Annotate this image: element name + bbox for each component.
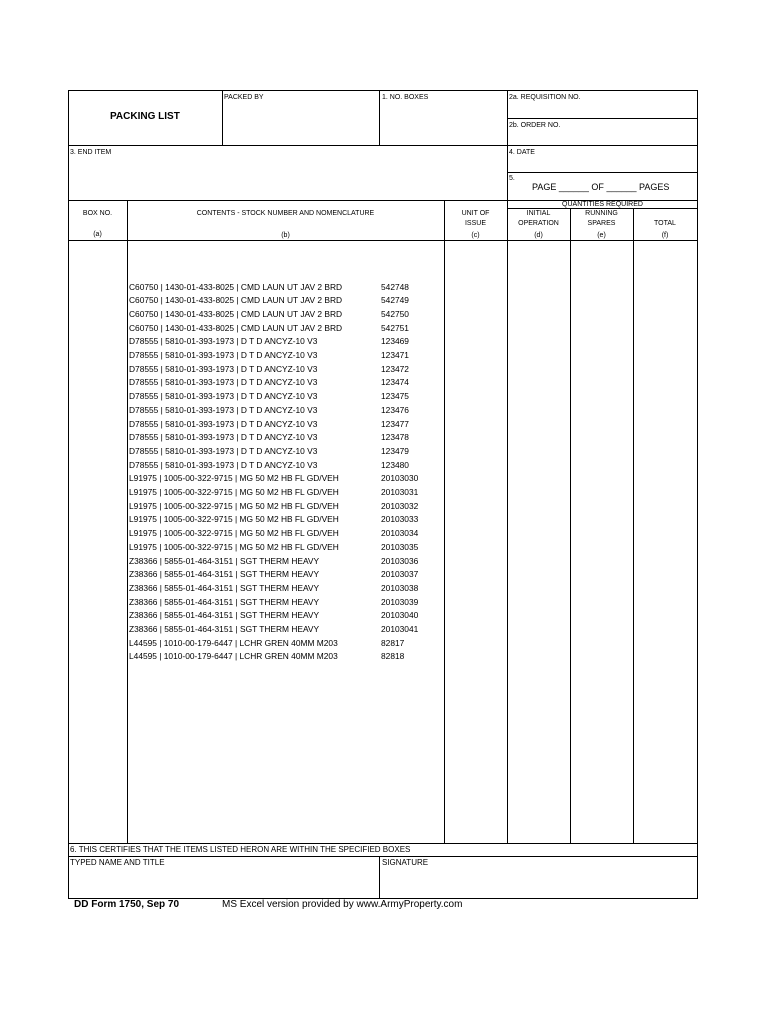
- table-bottom-border: [68, 843, 698, 844]
- typed-name-label: TYPED NAME AND TITLE: [70, 858, 165, 867]
- list-item: [129, 486, 439, 500]
- packed-by-divider: [379, 90, 380, 145]
- item-serial: 123469: [381, 336, 409, 347]
- no-boxes-label: 1. NO. BOXES: [382, 94, 429, 101]
- list-item: [129, 376, 439, 390]
- item-serial: 123471: [381, 350, 409, 360]
- contents-column-divider: [444, 200, 445, 843]
- page-field-label: 5.: [509, 175, 515, 182]
- date-label: 4. DATE: [509, 149, 535, 156]
- item-serial: 123475: [381, 391, 409, 402]
- end-item-label: 3. END ITEM: [70, 149, 112, 156]
- list-item: [129, 609, 439, 623]
- list-item: [129, 322, 439, 336]
- certification-statement: 6. THIS CERTIFIES THAT THE ITEMS LISTED HERON ARE WITHIN THE SPECIFIED BOXES: [70, 845, 411, 854]
- item-serial: 123479: [381, 445, 409, 456]
- item-contents: D78555 | 5810-01-393-1973 | D T D ANCYZ-10 V3: [129, 363, 318, 374]
- item-contents: L91975 | 1005-00-322-9715 | MG 50 M2 HB FL GD/VEH: [129, 500, 339, 511]
- item-serial: 542748: [381, 281, 409, 292]
- list-item: [129, 418, 439, 432]
- item-contents: D78555 | 5810-01-393-1973 | D T D ANCYZ-10 V3: [129, 377, 318, 388]
- list-item: [129, 294, 439, 308]
- of-word: OF: [591, 182, 604, 192]
- item-contents: Z38366 | 5855-01-464-3151 | SGT THERM HEAVY: [129, 596, 320, 607]
- header-bottom-border: [68, 145, 698, 146]
- item-serial: 20103030: [381, 473, 419, 484]
- list-item: [129, 404, 439, 418]
- total-header: TOTAL: [654, 220, 676, 227]
- list-item: [129, 363, 439, 377]
- item-serial: 20103038: [381, 582, 419, 593]
- initial-header: INITIAL: [526, 210, 551, 217]
- list-item: [129, 445, 439, 459]
- item-serial: 542751: [381, 322, 409, 333]
- list-item: [129, 349, 439, 363]
- item-contents: D78555 | 5810-01-393-1973 | D T D ANCYZ-10 V3: [129, 404, 318, 415]
- item-contents: L91975 | 1005-00-322-9715 | MG 50 M2 HB FL GD/VEH: [129, 528, 339, 539]
- item-contents: Z38366 | 5855-01-464-3151 | SGT THERM HEAVY: [129, 624, 320, 634]
- list-item: [129, 335, 439, 349]
- packed-by-label: PACKED BY: [224, 94, 264, 101]
- list-item: [129, 390, 439, 404]
- item-contents: L44595 | 1010-00-179-6447 | LCHR GREN 40MM M203: [129, 637, 338, 648]
- item-serial: 20103036: [381, 555, 419, 566]
- list-item: [129, 472, 439, 486]
- item-serial: 123472: [381, 363, 409, 374]
- item-serial: 20103033: [381, 514, 419, 525]
- operation-header: OPERATION: [518, 220, 559, 227]
- issue-header: ISSUE: [464, 220, 486, 227]
- signature-divider: [379, 856, 380, 898]
- item-serial: 542750: [381, 308, 409, 319]
- page-of-pages: [532, 182, 669, 192]
- initial-column-divider: [570, 208, 571, 843]
- item-contents: C60750 | 1430-01-433-8025 | CMD LAUN UT JAV 2 BRD: [129, 295, 343, 306]
- signature-label: SIGNATURE: [382, 858, 429, 867]
- contents-header: CONTENTS - STOCK NUMBER AND NOMENCLATURE: [196, 210, 375, 217]
- item-contents: C60750 | 1430-01-433-8025 | CMD LAUN UT JAV 2 BRD: [129, 322, 343, 333]
- item-contents: C60750 | 1430-01-433-8025 | CMD LAUN UT JAV 2 BRD: [129, 308, 343, 319]
- quantities-divider: [507, 208, 698, 209]
- item-serial: 20103040: [381, 610, 419, 621]
- item-serial: 20103037: [381, 569, 419, 580]
- requisition-no-label: 2a. REQUISITION NO.: [509, 94, 581, 101]
- item-serial: 20103035: [381, 541, 419, 552]
- of-blank: ______: [606, 182, 637, 192]
- list-item: [129, 281, 439, 295]
- item-contents: D78555 | 5810-01-393-1973 | D T D ANCYZ-10 V3: [129, 391, 318, 402]
- initial-letter: (d): [534, 232, 543, 239]
- pages-word: PAGES: [639, 182, 670, 192]
- list-item: [129, 623, 439, 637]
- title-divider: [222, 90, 223, 145]
- item-contents: Z38366 | 5855-01-464-3151 | SGT THERM HEAVY: [129, 582, 320, 593]
- list-item: [129, 431, 439, 445]
- item-contents: L91975 | 1005-00-322-9715 | MG 50 M2 HB FL GD/VEH: [129, 473, 339, 484]
- item-contents: D78555 | 5810-01-393-1973 | D T D ANCYZ-10 V3: [129, 432, 318, 443]
- contents-letter: (b): [281, 232, 290, 239]
- item-serial: 82817: [381, 637, 405, 648]
- item-contents: Z38366 | 5855-01-464-3151 | SGT THERM HEAVY: [129, 610, 320, 621]
- running-column-divider: [633, 208, 634, 843]
- item-serial: 82818: [381, 651, 405, 662]
- form-identifier: DD Form 1750, Sep 70: [74, 899, 180, 910]
- item-serial: 20103034: [381, 528, 419, 539]
- item-serial: 20103041: [381, 624, 419, 634]
- unit-letter: (c): [471, 232, 480, 239]
- page-blank: ______: [558, 182, 589, 192]
- list-item: [129, 459, 439, 473]
- item-contents: C60750 | 1430-01-433-8025 | CMD LAUN UT JAV 2 BRD: [129, 281, 343, 292]
- item-contents: Z38366 | 5855-01-464-3151 | SGT THERM HEAVY: [129, 569, 320, 580]
- list-item: [129, 568, 439, 582]
- total-letter: (f): [661, 232, 669, 239]
- item-serial: 123474: [381, 377, 409, 388]
- list-item: [129, 527, 439, 541]
- item-contents: L91975 | 1005-00-322-9715 | MG 50 M2 HB FL GD/VEH: [129, 541, 339, 552]
- item-serial: 20103031: [381, 487, 419, 497]
- column-header-bottom-border: [68, 240, 698, 241]
- frame-right-border: [697, 90, 698, 898]
- frame-top-border: [68, 90, 698, 91]
- req-order-divider: [507, 118, 698, 119]
- list-item: [129, 513, 439, 527]
- item-contents: L91975 | 1005-00-322-9715 | MG 50 M2 HB FL GD/VEH: [129, 487, 339, 497]
- item-serial: 542749: [381, 295, 409, 306]
- box-no-column-divider: [127, 200, 128, 843]
- box-no-letter: (a): [93, 231, 102, 238]
- form-title: PACKING LIST: [110, 111, 180, 122]
- item-contents: D78555 | 5810-01-393-1973 | D T D ANCYZ-10 V3: [129, 445, 318, 456]
- list-item: [129, 500, 439, 514]
- page-word: PAGE: [532, 182, 557, 192]
- item-serial: 20103039: [381, 596, 419, 607]
- item-contents: D78555 | 5810-01-393-1973 | D T D ANCYZ-10 V3: [129, 350, 318, 360]
- list-item: [129, 637, 439, 651]
- item-serial: 123477: [381, 418, 409, 429]
- item-serial: 123476: [381, 404, 409, 415]
- date-divider: [507, 172, 698, 173]
- list-item: [129, 596, 439, 610]
- spares-header: SPARES: [587, 220, 616, 227]
- order-no-label: 2b. ORDER NO.: [509, 122, 561, 129]
- list-item: [129, 541, 439, 555]
- item-serial: 20103032: [381, 500, 419, 511]
- box-no-header: BOX NO.: [82, 210, 113, 217]
- running-header: RUNNING: [585, 210, 618, 217]
- item-contents: Z38366 | 5855-01-464-3151 | SGT THERM HEAVY: [129, 555, 320, 566]
- quantities-required-header: QUANTITIES REQUIRED: [562, 201, 643, 208]
- list-item: [129, 308, 439, 322]
- list-item: [129, 582, 439, 596]
- item-contents: D78555 | 5810-01-393-1973 | D T D ANCYZ-10 V3: [129, 459, 318, 470]
- list-item: [129, 650, 439, 664]
- running-letter: (e): [597, 232, 606, 239]
- item-contents: D78555 | 5810-01-393-1973 | D T D ANCYZ-10 V3: [129, 336, 318, 347]
- certification-divider: [68, 856, 698, 857]
- item-contents: L91975 | 1005-00-322-9715 | MG 50 M2 HB FL GD/VEH: [129, 514, 339, 525]
- list-item: [129, 555, 439, 569]
- item-serial: 123478: [381, 432, 409, 443]
- item-contents: L44595 | 1010-00-179-6447 | LCHR GREN 40MM M203: [129, 651, 338, 662]
- item-serial: 123480: [381, 459, 409, 470]
- item-contents: D78555 | 5810-01-393-1973 | D T D ANCYZ-10 V3: [129, 418, 318, 429]
- source-credit: MS Excel version provided by www.ArmyProperty.com: [222, 899, 463, 910]
- unit-of-header: UNIT OF: [461, 210, 490, 217]
